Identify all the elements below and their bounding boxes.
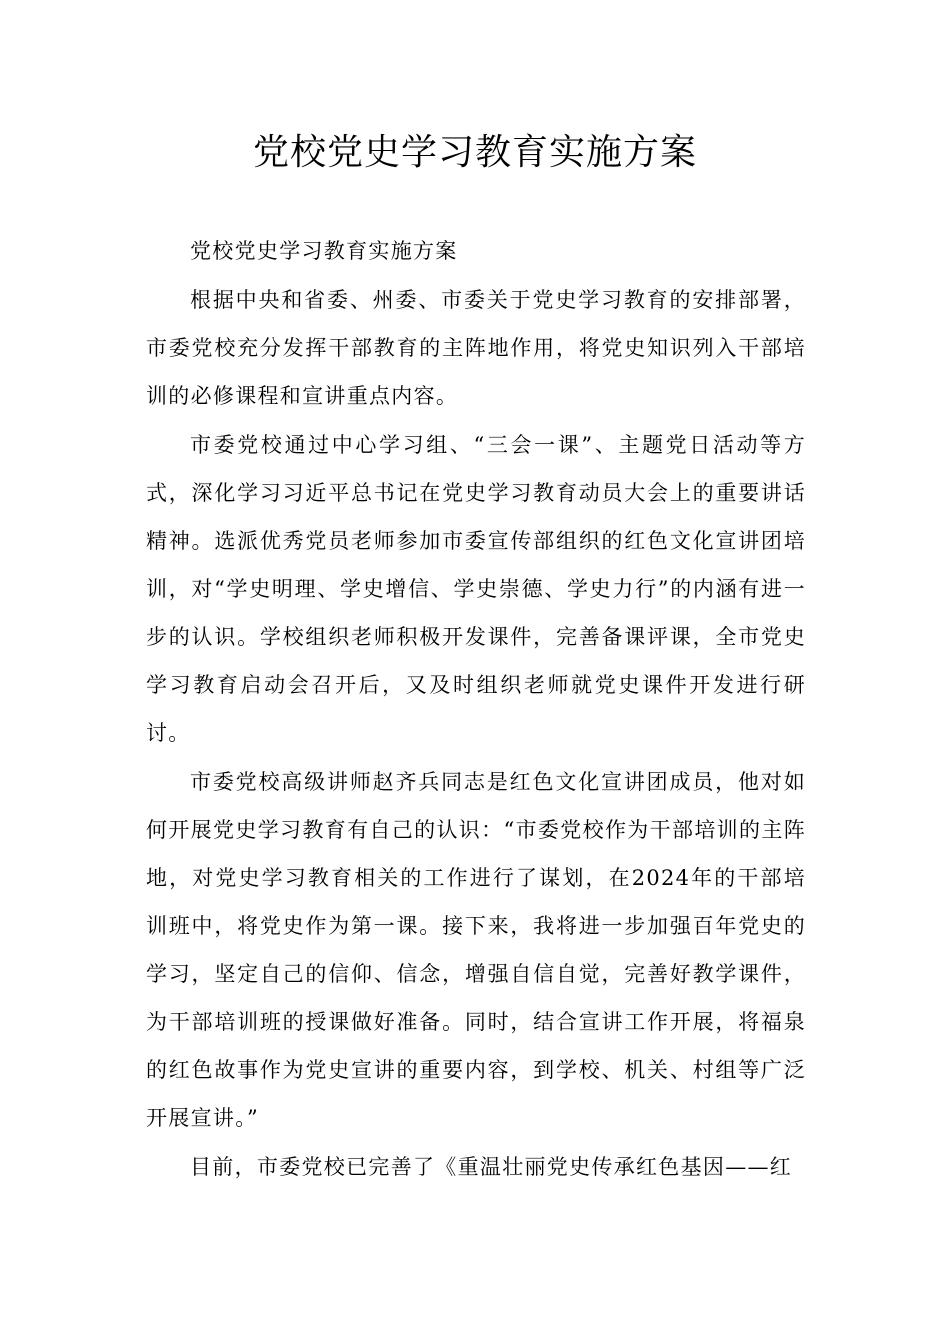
paragraph-4: 目前，市委党校已完善了《重温壮丽党史传承红色基因——红 [190, 1155, 793, 1179]
document-title: 党校党史学习教育实施方案 [252, 132, 697, 173]
paragraph-2: 市委党校通过中心学习组、“三会一课”、主题党日活动等方式，深化学习习近平总书记在党史学习教育动员大会上的重要讲话精神。选派优秀党员老师参加市委宣传部组织的红色文化宣讲团培训，对“学史明理、学史增信、学史崇德、学史力行”的内涵有进一步的认识。学校组织老师积极开发课件，完善备课评课，全市党史学习教育启动会召开后，又及时组织老师就党史课件开发进行研讨。 [146, 433, 806, 745]
paragraph-3: 市委党校高级讲师赵齐兵同志是红色文化宣讲团成员，他对如何开展党史学习教育有自己的认识：“市委党校作为干部培训的主阵地，对党史学习教育相关的工作进行了谋划，在2024年的干部培训班中，将党史作为第一课。接下来，我将进一步加强百年党史的学习，坚定自己的信仰、信念，增强自信自觉，完善好教学课件，为干部培训班的授课做好准备。同时，结合宣讲工作开展，将福泉的红色故事作为党史宣讲的重要内容，到学校、机关、村组等广泛开展宣讲。” [146, 770, 806, 1130]
paragraph-1: 根据中央和省委、州委、市委关于党史学习教育的安排部署，市委党校充分发挥干部教育的主阵地作用，将党史知识列入干部培训的必修课程和宣讲重点内容。 [146, 288, 806, 408]
document-body [146, 227, 806, 1191]
paragraph-subtitle: 党校党史学习教育实施方案 [190, 239, 458, 263]
